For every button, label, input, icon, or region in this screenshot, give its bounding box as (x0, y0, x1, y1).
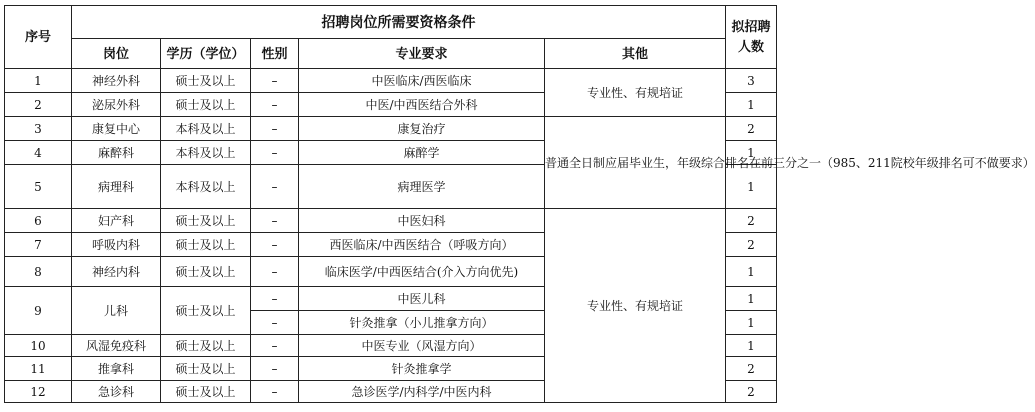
row-degree: 硕士及以上 (161, 287, 251, 335)
row-major: 中医儿科 (299, 287, 545, 311)
row-position: 呼吸内科 (72, 233, 161, 257)
row-no: 5 (5, 165, 72, 209)
row-no: 7 (5, 233, 72, 257)
row-degree: 硕士及以上 (161, 209, 251, 233)
row-count: 2 (726, 381, 777, 403)
row-position: 麻醉科 (72, 141, 161, 165)
header-gender: 性别 (251, 39, 299, 69)
row-gender: – (251, 69, 299, 93)
row-count: 2 (726, 357, 777, 381)
header-count-line2: 人数 (737, 39, 764, 54)
row-position: 泌尿外科 (72, 93, 161, 117)
row-major: 急诊医学/内科学/中医内科 (299, 381, 545, 403)
row-major: 康复治疗 (299, 117, 545, 141)
row-no: 1 (5, 69, 72, 93)
row-degree: 本科及以上 (161, 117, 251, 141)
table-row (5, 209, 777, 233)
header-seq: 序号 (5, 6, 72, 69)
row-gender: – (251, 165, 299, 209)
row-degree: 硕士及以上 (161, 93, 251, 117)
row-gender: – (251, 357, 299, 381)
row-no: 9 (5, 287, 72, 335)
row-position: 病理科 (72, 165, 161, 209)
row-gender: – (251, 117, 299, 141)
row-major: 中医专业（风湿方向） (299, 335, 545, 357)
row-gender: – (251, 233, 299, 257)
row-degree: 硕士及以上 (161, 357, 251, 381)
recruitment-table (4, 5, 1035, 403)
row-gender: – (251, 381, 299, 403)
row-count: 1 (726, 141, 777, 165)
row-gender: – (251, 311, 299, 335)
row-count: 1 (726, 257, 777, 287)
row-degree: 硕士及以上 (161, 233, 251, 257)
header-other: 其他 (545, 39, 726, 69)
header-count (726, 6, 777, 69)
row-count: 1 (726, 311, 777, 335)
row-gender: – (251, 257, 299, 287)
row-degree: 硕士及以上 (161, 381, 251, 403)
row-degree: 硕士及以上 (161, 335, 251, 357)
row-major: 西医临床/中西医结合（呼吸方向） (299, 233, 545, 257)
row-major: 针灸推拿（小儿推拿方向） (299, 311, 545, 335)
row-count: 2 (726, 233, 777, 257)
row-major: 中医临床/西医临床 (299, 69, 545, 93)
other-note-group1: 专业性、有规培证 (545, 69, 726, 117)
row-position: 神经内科 (72, 257, 161, 287)
row-no: 11 (5, 357, 72, 381)
row-count: 2 (726, 209, 777, 233)
row-no: 12 (5, 381, 72, 403)
row-position: 急诊科 (72, 381, 161, 403)
row-gender: – (251, 93, 299, 117)
row-position: 神经外科 (72, 69, 161, 93)
row-major: 麻醉学 (299, 141, 545, 165)
row-gender: – (251, 287, 299, 311)
table-row (5, 69, 777, 93)
row-position: 风湿免疫科 (72, 335, 161, 357)
header-count-line1: 拟招聘 (731, 19, 771, 34)
row-count: 1 (726, 335, 777, 357)
header-major: 专业要求 (299, 39, 545, 69)
row-count: 1 (726, 287, 777, 311)
row-major: 中医/中西医结合外科 (299, 93, 545, 117)
row-count: 2 (726, 117, 777, 141)
row-position: 儿科 (72, 287, 161, 335)
row-major: 临床医学/中西医结合(介入方向优先) (299, 257, 545, 287)
header-position: 岗位 (72, 39, 161, 69)
table-row (5, 117, 777, 141)
row-major: 针灸推拿学 (299, 357, 545, 381)
row-position: 康复中心 (72, 117, 161, 141)
row-gender: – (251, 335, 299, 357)
header-row-top (5, 6, 777, 39)
row-no: 6 (5, 209, 72, 233)
row-no: 4 (5, 141, 72, 165)
row-no: 10 (5, 335, 72, 357)
row-count: 3 (726, 69, 777, 93)
row-no: 2 (5, 93, 72, 117)
row-position: 推拿科 (72, 357, 161, 381)
row-degree: 硕士及以上 (161, 257, 251, 287)
row-count: 1 (726, 93, 777, 117)
row-degree: 硕士及以上 (161, 69, 251, 93)
row-degree: 本科及以上 (161, 141, 251, 165)
row-gender: – (251, 209, 299, 233)
header-main-title: 招聘岗位所需要资格条件 (72, 6, 726, 39)
header-row-sub (5, 39, 777, 69)
header-degree: 学历（学位） (161, 39, 251, 69)
row-position: 妇产科 (72, 209, 161, 233)
recruitment-table-container (4, 5, 1035, 403)
row-no: 8 (5, 257, 72, 287)
row-major: 病理医学 (299, 165, 545, 209)
row-count: 1 (726, 165, 777, 209)
row-degree: 本科及以上 (161, 165, 251, 209)
row-major: 中医妇科 (299, 209, 545, 233)
other-note-group3: 专业性、有规培证 (545, 209, 726, 403)
row-gender: – (251, 141, 299, 165)
other-note-group2: 普通全日制应届毕业生，年级综合排名在前三分之一（985、211院校年级排名可不做要求） (545, 117, 726, 209)
row-no: 3 (5, 117, 72, 141)
